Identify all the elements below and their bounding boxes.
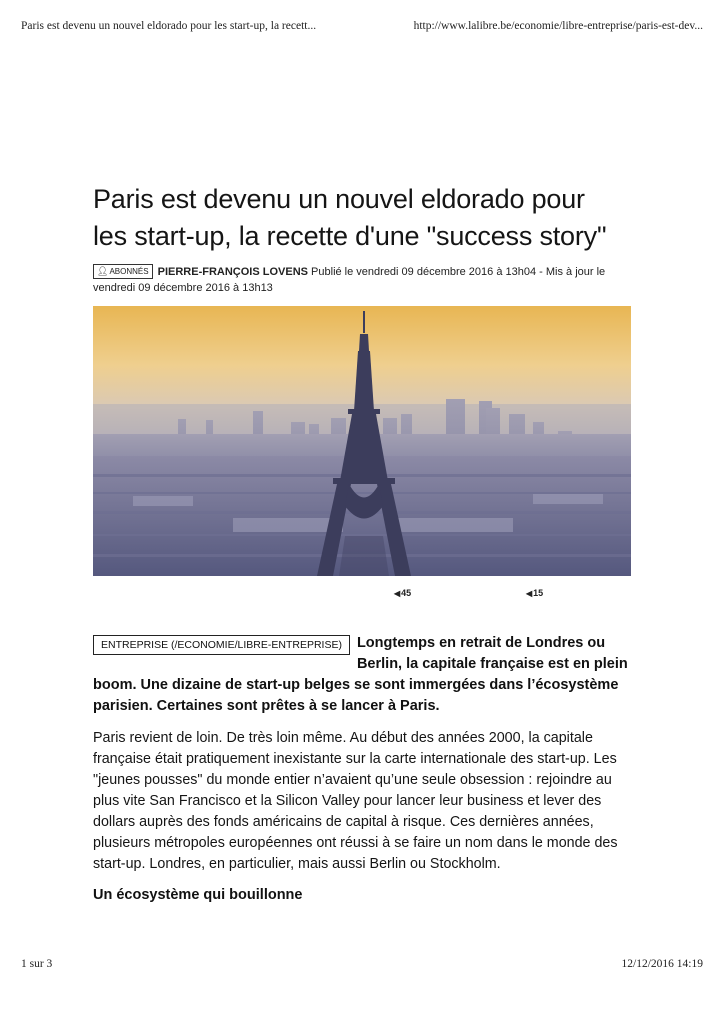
page-number: 1 sur 3 — [21, 958, 53, 970]
category-tag[interactable] — [93, 635, 350, 655]
article-title: Paris est devenu un nouvel eldorado pour les start-up, la recette d'une "success story" — [93, 184, 607, 251]
share-count-value: 15 — [533, 588, 544, 598]
share-count-1[interactable] — [394, 588, 411, 598]
user-icon: 👤︎ — [97, 266, 109, 276]
print-url[interactable]: http://www.lalibre.be/economie/libre-entreprise/paris-est-dev... — [413, 20, 703, 32]
print-page-title: Paris est devenu un nouvel eldorado pour les start-up, la recett... — [21, 20, 317, 32]
article-body: Paris revient de loin. De très loin même. Au début des années 2000, la capitale française était pratiquement inexistante sur la carte internationale des start-up. Les "jeunes pousses" du monde entier n’avaient qu’une seule obsession : rejoindre au plus vite San Francisco et la Silicon Valley pour lancer leur business et lever des dollars auprès des fonds américains de capital à risque. Ces dernières années, plusieurs métropoles européennes ont réussi à se faire un nom dans le monde des start-up. Londres, en particulier, mais aussi Berlin ou Stockholm. — [93, 730, 618, 872]
print-datetime: 12/12/2016 14:19 — [621, 958, 703, 970]
category-tag-label: ENTREPRISE (/ECONOMIE/LIBRE-ENTREPRISE) — [101, 639, 342, 651]
left-arrow-icon: ◀ — [526, 589, 533, 598]
article-subheading: Un écosystème qui bouillonne — [93, 887, 303, 903]
badge-label: ABONNÉS — [109, 267, 149, 276]
article-lead — [93, 633, 633, 717]
share-count-2[interactable] — [526, 588, 543, 598]
share-count-value: 45 — [401, 588, 412, 598]
publication-date: Publié le vendredi 09 décembre 2016 à 13h04 - Mis à jour le vendredi 09 décembre 2016 à 13h13 — [93, 266, 606, 294]
article-photo — [93, 306, 631, 576]
subscribers-badge[interactable] — [93, 264, 153, 279]
lead-text: Longtemps en retrait de Londres ou Berlin, la capitale française est en plein boom. Une dizaine de start-up belges se sont immergées dans l’écosystème parisien. Certaines sont prêtes à se lancer à Paris. — [93, 635, 628, 714]
byline — [93, 264, 633, 296]
left-arrow-icon: ◀ — [394, 589, 401, 598]
author-name[interactable]: PIERRE-FRANÇOIS LOVENS — [157, 266, 308, 278]
